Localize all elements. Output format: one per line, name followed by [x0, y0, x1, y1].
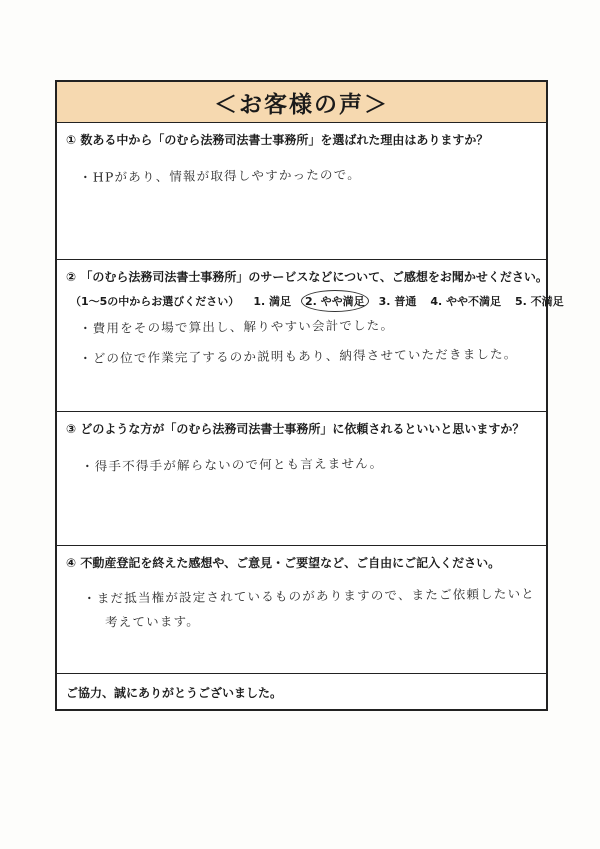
question-3-text: ③ どのような方が「のむら法務司法書士事務所」に依頼されるといいと思いますか？	[66, 422, 525, 436]
question-2-section	[57, 260, 564, 412]
form-title: ＜お客様の声＞	[214, 91, 389, 118]
thanks-footer: ご協力、誠にありがとうございました。	[66, 686, 283, 700]
question-2-text: ② 「のむら法務司法書士事務所」のサービスなどについて、ご感想をお聞かせください。	[66, 270, 548, 284]
rating-option-5: 5. 不満足	[515, 295, 564, 308]
question-1-section	[57, 123, 546, 260]
answer-1-handwritten: ・HPがあり、情報が取得しやすかったので。	[79, 166, 361, 185]
rating-option-1: 1. 満足	[253, 295, 291, 308]
answer-2-line-1: ・費用をその場で算出し、解りやすい会計でした。	[78, 317, 395, 336]
rating-option-2-selected: 2. やや満足	[304, 295, 365, 308]
rating-scale-intro: （1～5の中からお選びください）	[70, 295, 240, 308]
answer-2-line-2: ・どの位で作業完了するのか説明もあり、納得させていただきました。	[78, 346, 518, 366]
answer-3-handwritten: ・得手不得手が解らないので何とも言えません。	[81, 455, 384, 474]
rating-option-3: 3. 普通	[378, 295, 417, 308]
rating-option-4: 4. やや不満足	[430, 295, 501, 308]
question-1-text: ① 数ある中から「のむら法務司法書士事務所」を選ばれた理由はありますか？	[66, 133, 489, 147]
question-3-section	[57, 412, 546, 546]
answer-4-line-1: ・まだ抵当権が設定されているものがありますので、またご依頼したいと	[83, 585, 536, 606]
survey-form	[55, 80, 564, 711]
answer-4-line-2: 考えています。	[104, 613, 201, 630]
form-header	[57, 82, 546, 123]
question-4-text: ④ 不動産登記を終えた感想や、ご意見・ご要望など、ご自由にご記入ください。	[66, 556, 501, 570]
question-4-section	[57, 546, 546, 674]
